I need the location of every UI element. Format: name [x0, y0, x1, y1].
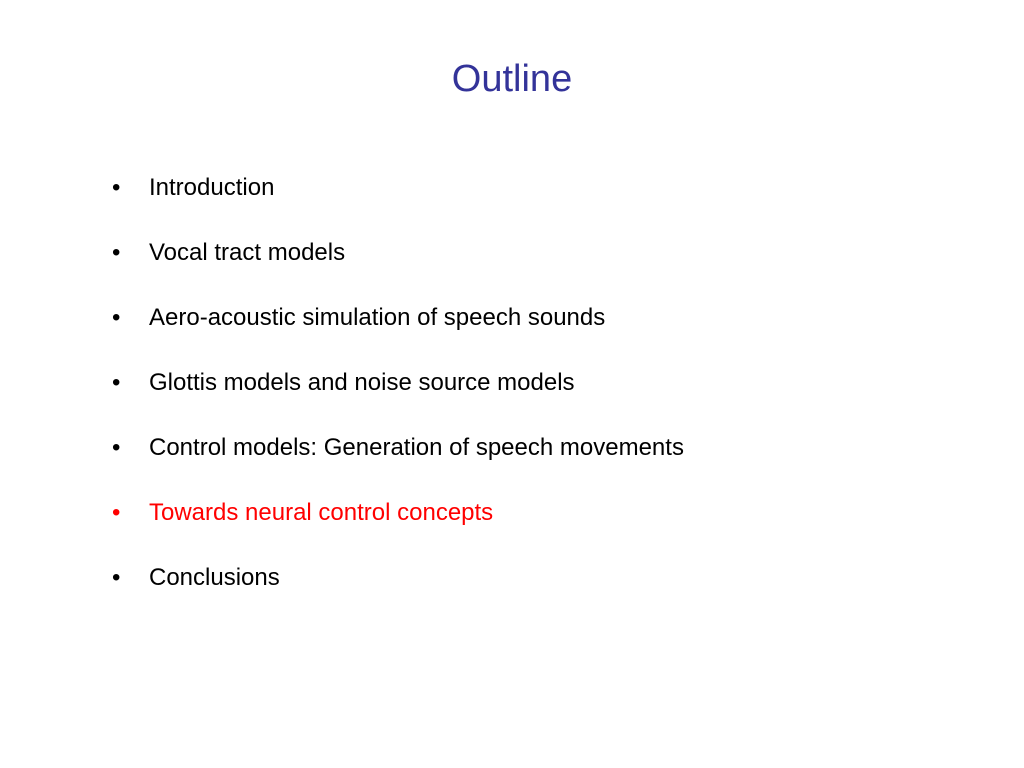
outline-item-label: Aero-acoustic simulation of speech sounds: [149, 304, 606, 331]
outline-item-label: Towards neural control concepts: [149, 499, 494, 526]
outline-item-label: Control models: Generation of speech movements: [149, 434, 684, 461]
bullet-icon: •: [112, 434, 121, 461]
outline-item-label: Vocal tract models: [149, 239, 346, 266]
bullet-icon: •: [112, 239, 121, 266]
bullet-icon: •: [112, 369, 121, 396]
slide-title: Outline: [451, 58, 573, 100]
bullet-icon: •: [112, 499, 121, 526]
bullet-icon: •: [112, 174, 121, 201]
outline-item-label: Conclusions: [149, 564, 280, 591]
outline-item-label: Glottis models and noise source models: [149, 369, 575, 396]
outline-item-label: Introduction: [149, 174, 275, 201]
bullet-icon: •: [112, 564, 121, 591]
bullet-icon: •: [112, 304, 121, 331]
